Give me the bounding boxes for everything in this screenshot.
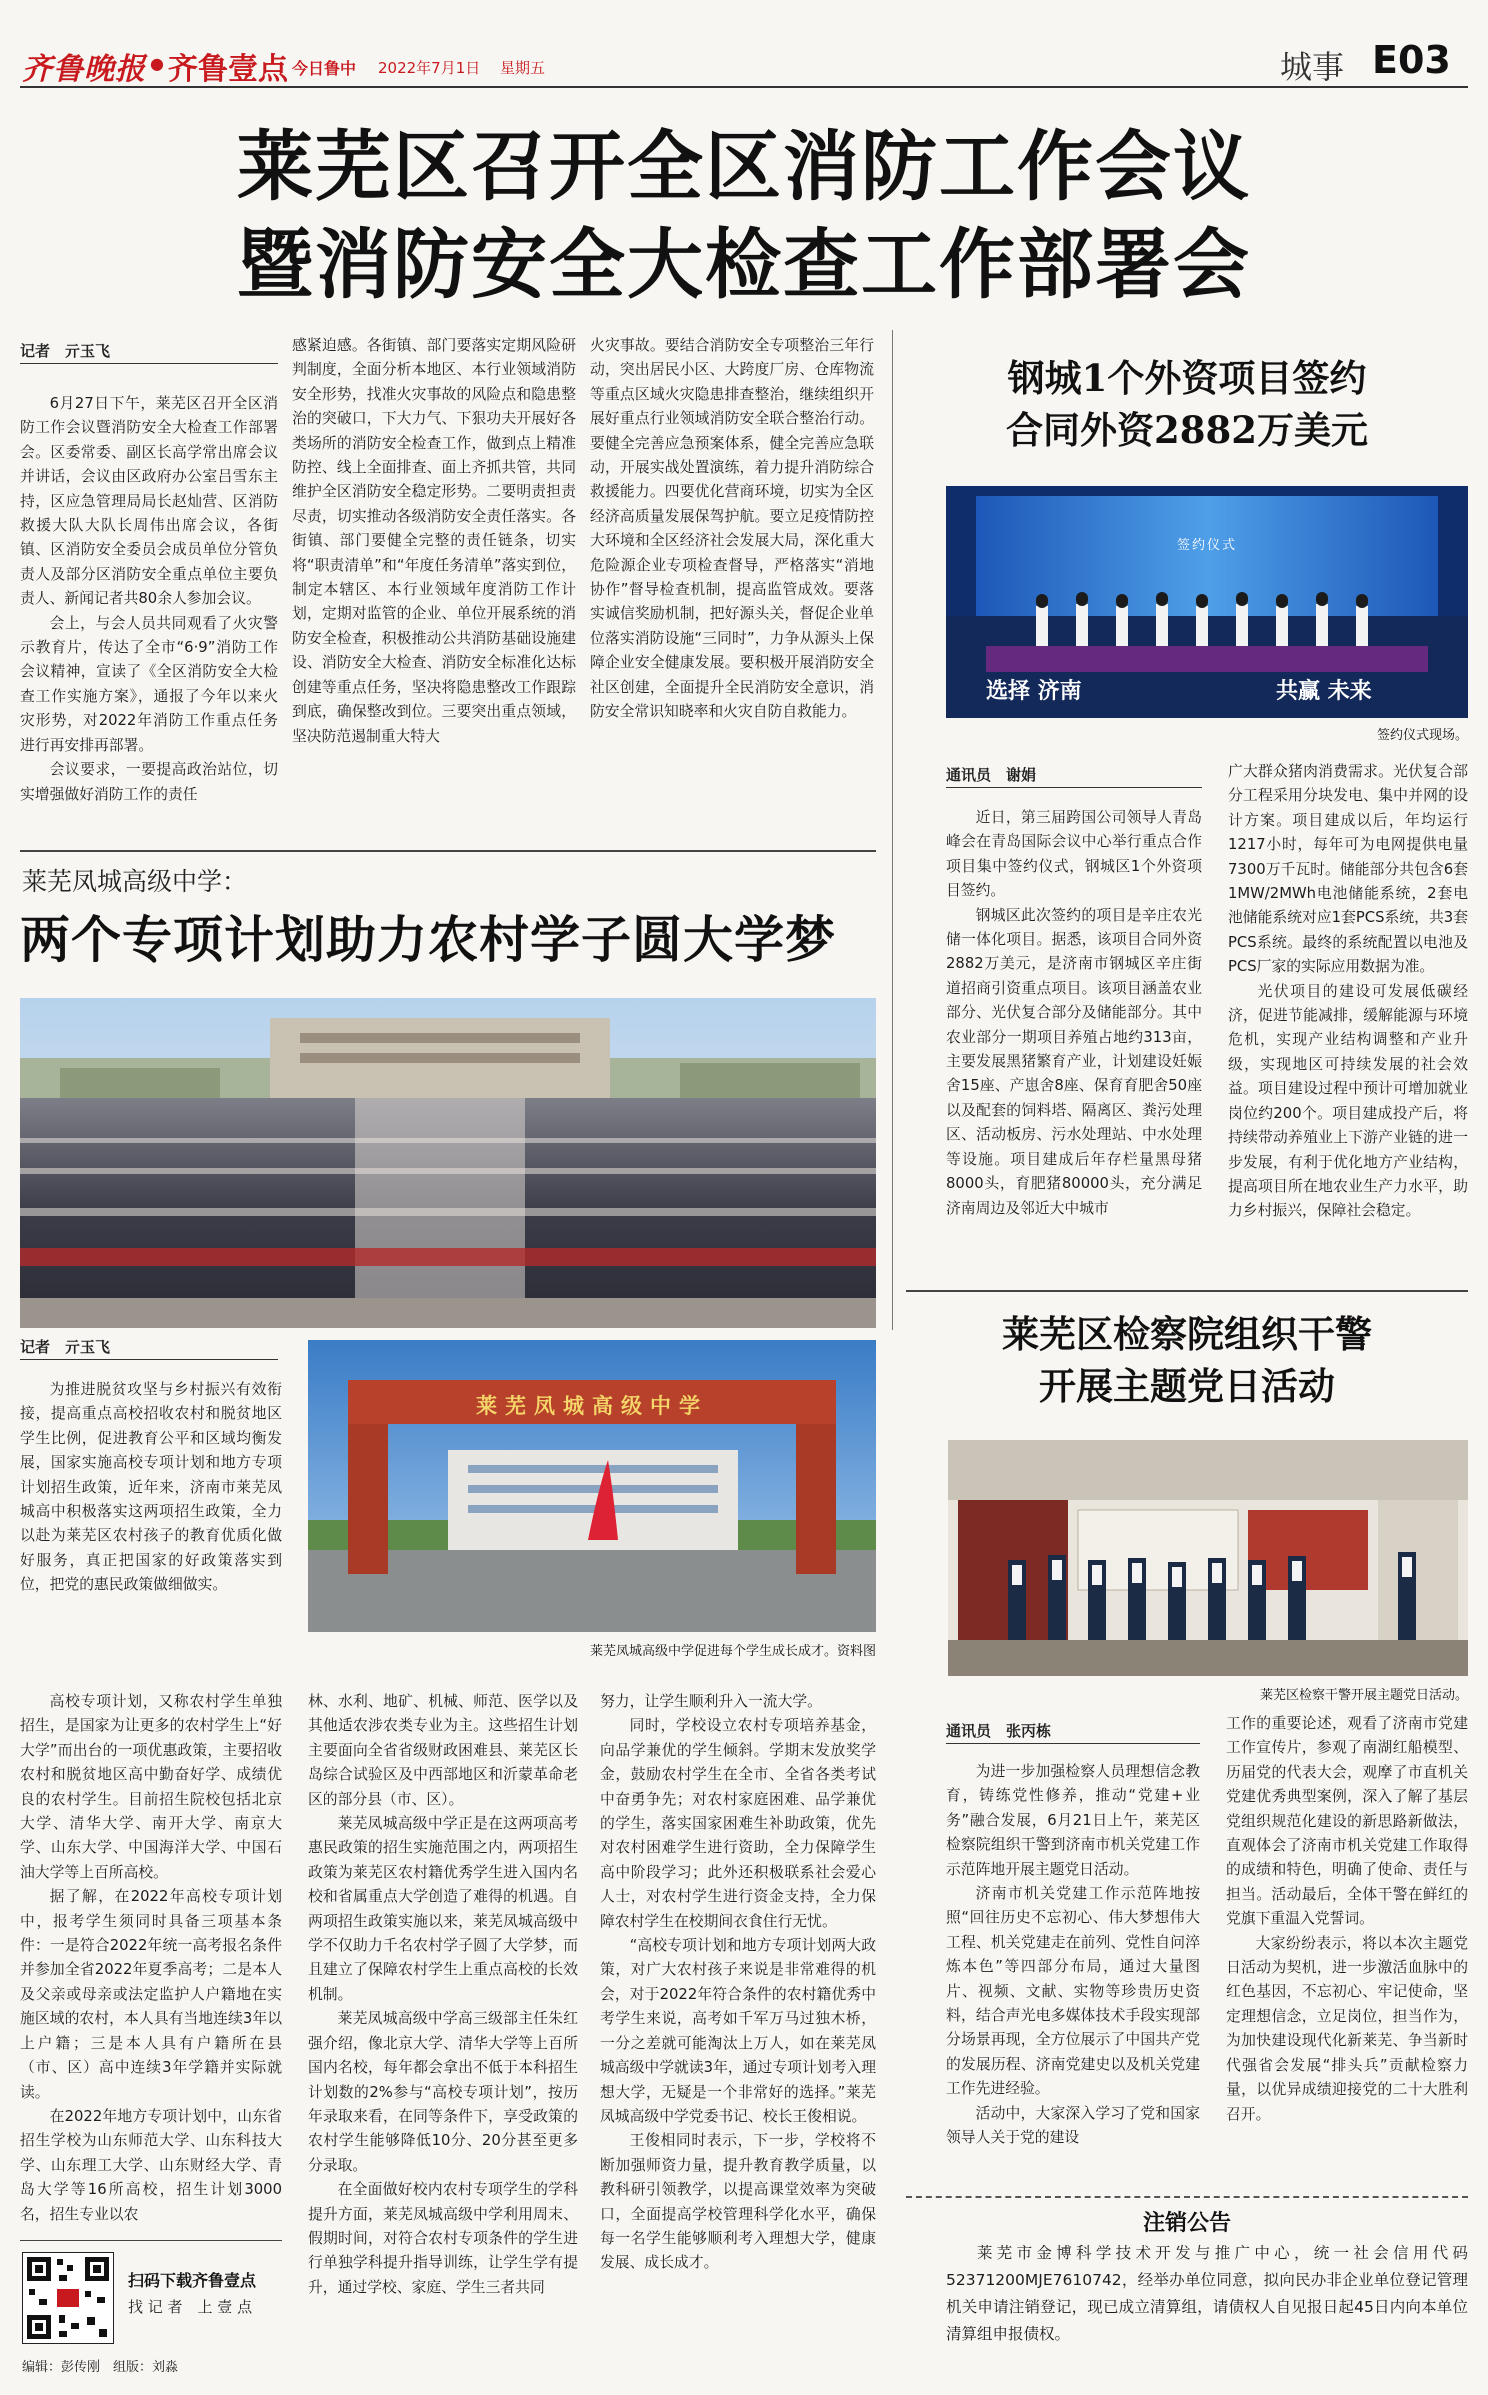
article1-col1 [20, 392, 278, 852]
article1-col3 [590, 334, 874, 834]
article3-photo-caption: 签约仪式现场。 [1376, 728, 1468, 743]
slogan-left: 选择 济南 [986, 679, 1082, 704]
article2-paragraph: 在全面做好校内农村专项学生的学科提升方面，莱芜凤城高级中学利用周末、假期时间，对符合农村专项条件的学生进行单独学科提升指导训练，让学生学有提升，通过学校、家庭、学生三者共同 [308, 2181, 578, 2296]
article1-title-line2: 暨消防安全大检查工作部署会 [237, 220, 1251, 309]
article1-paragraph: 火灾事故。要结合消防安全专项整治三年行动，突出居民小区、大跨度厂房、仓库物流等重点区域火灾隐患排查整治，继续组织开展好重点行业领域消防安全联合整治行动。要健全完善应急预案体系，健全完善应急联动，开展实战处置演练，着力提升消防综合救援能力。四要优化营商环境，切实为全区经济高质量发展保驾护航。要立足疫情防控大环境和全区经济社会发展大局，深化重大危险源企业专项检查督导，严格落实“消地协作”督导检查机制，提高监管成效。要落实诚信奖励机制，把好源头关，督促企业单位落实消防设施“三同时”，力争从源头上保障企业安全健康发展。要积极开展消防安全社区创建，全面提升全民消防安全意识，消防安全常识知晓率和火灾自防自救能力。 [590, 337, 874, 721]
article1-divider [20, 850, 876, 852]
column-divider [892, 330, 893, 1330]
article3-col1 [946, 806, 1202, 1366]
gate-sign-text: 莱芜凤城高级中学 [476, 1394, 708, 1418]
article2-photo-students [20, 998, 876, 1328]
article2-paragraph: 高校专项计划，又称农村学生单独招生，是国家为让更多的农村学生上“好大学”而出台的一项优惠政策，主要招收农村和脱贫地区高中勤奋好学、成绩优良的农村学生。目前招生院校包括北京大学、清华大学、南开大学、南京大学、山东大学、中国海洋大学、中国石油大学等上百所高校。 [20, 1693, 282, 1881]
article1-byline: 记者 亓玉飞 [20, 340, 278, 364]
article1-title-line1: 莱芜区召开全区消防工作会议 [237, 122, 1251, 211]
article4-paragraph: 为进一步加强检察人员理想信念教育，铸练党性修养，推动“党建+业务”融合发展，6月21日上午，莱芜区检察院组织干警到济南市机关党建工作示范阵地开展主题党日活动。 [946, 1763, 1200, 1878]
edition-label: 今日鲁中 [292, 59, 357, 78]
article2-col1a [20, 1378, 282, 1688]
article3-title [906, 352, 1468, 456]
article4-byline: 通讯员 张丙栋 [946, 1720, 1200, 1744]
article1-title [20, 118, 1468, 314]
article3-title-line2: 合同外资2882万美元 [1006, 408, 1368, 452]
paper-name: 齐鲁晚报 [22, 52, 146, 87]
article2-paragraph: 莱芜凤城高级中学高三级部主任朱红强介绍，像北京大学、清华大学等上百所国内名校，每年都会拿出不低于本科招生计划数的2%参与“高校专项计划”，按历年录取来看，在同等条件下，享受政策的农村学生能够降低10分、20分甚至更多分录取。 [308, 2010, 578, 2174]
article4-paragraph: 活动中，大家深入学习了党和国家领导人关于党的建设 [946, 2104, 1200, 2147]
article2-col2 [308, 1690, 578, 2360]
article3-paragraph: 近日，第三届跨国公司领导人青岛峰会在青岛国际会议中心举行重点合作项目集中签约仪式，钢城区1个外资项目签约。 [946, 809, 1202, 900]
article2-col1b [20, 1690, 282, 2223]
article4-col2 [1226, 1712, 1468, 2192]
article4-photo-caption: 莱芜区检察干警开展主题党日活动。 [1259, 1688, 1468, 1703]
article2-title: 两个专项计划助力农村学子圆大学梦 [20, 911, 836, 969]
qr-code-icon[interactable] [22, 2252, 114, 2344]
article1-col2 [292, 334, 576, 834]
article2-paragraph: 莱芜凤城高级中学正是在这两项高考惠民政策的招生实施范围之内，两项招生政策为莱芜区农村籍优秀学生进入国内名校和省属重点大学创造了难得的机遇。自两项招生政策实施以来，莱芜凤城高级中学不仅助力千名农村学子圆了大学梦，而且建立了保障农村学生上重点高校的长效机制。 [308, 1815, 578, 2003]
article3-paragraph: 钢城区此次签约的项目是辛庄农光储一体化项目。据悉，该项目合同外资2882万美元，是济南市钢城区辛庄街道招商引资重点项目。该项目涵盖农业部分、光伏复合部分及储能部分。其中农业部分一期项目养殖占地约313亩，主要发展黑猪繁育产业，计划建设妊娠舍15座、产崽舍8座、保育育肥舍50座以及配套的饲料塔、隔离区、粪污处理区、活动板房、污水处理站、中水处理等设施。项目建成后年存栏量黑母猪8000头，育肥猪80000头，充分满足济南周边及邻近大中城市 [946, 906, 1202, 1217]
article1-paragraph: 会议要求，一要提高政治站位，切实增强做好消防工作的责任 [20, 761, 278, 803]
article2-paragraph: 林、水利、地矿、机械、师范、医学以及其他适农涉农类专业为主。这些招生计划主要面向全省省级财政困难县、莱芜区长岛综合试验区及中西部地区和沂蒙革命老区的部分县（市、区）。 [308, 1693, 578, 1808]
notice-paragraph: 莱芜市金博科学技术开发与推广中心，统一社会信用代码52371200MJE7610742，经举办单位同意，拟向民办非企业单位登记管理机关申请注销登记，现已成立清算组，请债权人自见报日起45日内向本单位清算组申报债权。 [946, 2244, 1468, 2343]
page-number: E03 [1372, 38, 1451, 82]
article4-paragraph: 工作的重要论述，观看了济南市党建工作宣传片，参观了南湖红船模型、历届党的代表大会，观摩了市直机关党建优秀典型案例，深入了解了基层党组织规范化建设的新思路新做法，直观体会了济南市机关党建工作取得的成绩和特色，明确了使命、责任与担当。活动最后，全体干警在鲜红的党旗下重温入党誓词。 [1226, 1715, 1468, 1928]
article2-photo-caption: 莱芜凤城高级中学促进每个学生成长成才。资料图 [589, 1644, 876, 1659]
article3-paragraph: 广大群众猪肉消费需求。光伏复合部分工程采用分块发电、集中并网的设计方案。项目建成以后，年均运行1217小时，每年可为电网提供电量7300万千瓦时。储能部分共包含6套1MW/2MWh电池储能系统，2套电池储能系统对应1套PCS系统，共3套PCS系统。最终的系统配置以电池及PCS厂家的实际应用数据为准。 [1228, 763, 1468, 976]
article2-photo-gate [308, 1340, 876, 1632]
issue-date: 2022年7月1日 [378, 59, 481, 77]
article4-paragraph: 济南市机关党建工作示范阵地按照“回往历史不忘初心、伟大梦想伟大工程、机关党建走在前列、党性自问淬炼本色”等四部分布局，通过大量图片、视频、文献、实物等珍贵历史资料，结合声光电多媒体技术手段实现部分场景再现，全方位展示了中国共产党的发展历程、济南党建史以及机关党建工作先进经验。 [946, 1885, 1200, 2098]
article3-divider [906, 1290, 1468, 1292]
qr-code-graphic [23, 2253, 113, 2343]
signing-banner-text: 签约仪式 [1176, 538, 1237, 553]
masthead [0, 0, 1488, 96]
notice-divider [906, 2196, 1468, 2198]
article3-byline: 通讯员 谢娟 [946, 764, 1202, 788]
article2-paragraph: 同时，学校设立农村专项培养基金，向品学兼优的学生倾斜。学期末发放奖学金，鼓励农村学生在全市、全省各类考试中奋勇争先；对农村家庭困难、品学兼优的学生，落实国家困难生补助政策，优先对农村困难学生进行资助，全力保障学生高中阶段学习；此外还积极联系社会爱心人士，对农村学生进行资金支持，全力保障农村学生在校期间衣食住行无忧。 [600, 1717, 876, 1930]
school-gate-illustration [308, 1340, 876, 1632]
brand-dot-icon: ● [150, 54, 164, 73]
footer-rule [20, 2240, 282, 2241]
slogan-right: 共赢 未来 [1276, 679, 1372, 704]
article3-paragraph: 光伏项目的建设可发展低碳经济，促进节能减排，缓解能源与环境危机，实现产业结构调整和产业升级，实现地区可持续发展的社会效益。项目建设过程中预计可增加就业岗位约200个。项目建成投产后，将持续带动养殖业上下游产业链的进一步发展，有利于优化地方产业结构，提高项目所在地农业生产力水平，助力乡村振兴，保障社会稳定。 [1228, 982, 1468, 1220]
article3-title-line1: 钢城1个外资项目签约 [1007, 356, 1367, 400]
article2-paragraph: 王俊相同时表示，下一步，学校将不断加强师资力量，提升教育教学质量，以教科研引领教学，以提高课堂效率为突破口，全面提高学校管理科学化水平，确保每一名学生能够顺利考入理想大学，健康发展、成长成才。 [600, 2132, 876, 2272]
qr-sublabel: 找 记 者 上 壹 点 [128, 2298, 253, 2316]
article3-col2 [1228, 760, 1468, 1370]
article4-title-line1: 莱芜区检察院组织干警 [1002, 1312, 1372, 1356]
article2-byline: 记者 亓玉飞 [20, 1336, 278, 1360]
article1-paragraph: 6月27日下午，莱芜区召开全区消防工作会议暨消防安全大检查工作部署会。区委常委、副区长高学常出席会议并讲话，会议由区政府办公室吕雪东主持，区应急管理局局长赵灿营、区消防救援大队大队长周伟出席会议，各街镇、区消防安全委员会成员单位分管负责人及部分区消防安全重点单位主要负责人、新闻记者共80余人参加会议。 [20, 395, 278, 608]
article1-paragraph: 会上，与会人员共同观看了火灾警示教育片，传达了全市“6·9”消防工作会议精神，宣读了《全区消防安全大检查工作实施方案》，通报了今年以来火灾形势，对2022年消防工作重点任务进行再安排再部署。 [20, 614, 278, 754]
article4-paragraph: 大家纷纷表示，将以本次主题党日活动为契机，进一步激活血脉中的红色基因，不忘初心、牢记使命，坚定理想信念，立足岗位，担当作为，为加快建设现代化新莱芜、争当新时代强省会发展“排头兵”贡献检察力量，以优异成绩迎接党的二十大胜利召开。 [1226, 1934, 1468, 2123]
article2-paragraph: 努力，让学生顺利升入一流大学。 [600, 1693, 822, 1710]
article2-paragraph: 为推进脱贫攻坚与乡村振兴有效衔接，提高重点高校招收农村和脱贫地区学生比例，促进教育公平和区域均衡发展，国家实施高校专项计划和地方专项计划招生政策，近年来，济南市莱芜凤城高中积极落实这两项招生政策，全力以赴为莱芜区农村孩子的教育优质化做好服务，真正把国家的好政策落实到位，把党的惠民政策做细做实。 [20, 1381, 282, 1594]
article2-paragraph: “高校专项计划和地方专项计划两大政策，对广大农村孩子来说是非常难得的机会，对于2022年符合条件的农村籍优秀中考学生来说，高考如千军万马过独木桥，一分之差就可能淘汰上万人，如在莱芜凤城高级中学就读3年，通过专项计划考入理想大学，无疑是一个非常好的选择。”莱芜凤城高级中学党委书记、校长王俊相说。 [600, 1937, 876, 2125]
article1-paragraph: 感紧迫感。各街镇、部门要落实定期风险研判制度，全面分析本地区、本行业领域消防安全形势，找准火灾事故的风险点和隐患整治的突破口，下大力气、下狠功夫开展好各类场所的消防安全检查工作，做到点上精准防控、线上全面排查、面上齐抓共管，共同维护全区消防安全稳定形势。二要明责担责尽责，切实推动各级消防安全责任落实。各街镇、部门要健全完整的责任链条，切实将“职责清单”和“年度任务清单”落实到位，制定本辖区、本行业领域年度消防工作计划，定期对监管的企业、单位开展系统的消防安全检查，积极推动公共消防基础设施建设、消防安全大检查、消防安全标准化达标创建等重点任务，坚决将隐患整改工作跟踪到底，确保整改到位。三要突出重点领域，坚决防范遏制重大特大 [292, 337, 576, 745]
notice-text [946, 2240, 1468, 2390]
article2-col3 [600, 1690, 876, 2360]
masthead-rule [20, 86, 1468, 88]
students-photo-illustration [20, 998, 876, 1328]
party-day-illustration [948, 1440, 1468, 1676]
issue-weekday: 星期五 [500, 59, 546, 77]
article4-title [906, 1308, 1468, 1412]
article2-paragraph: 据了解，在2022年高校专项计划中，报考学生须同时具备三项基本条件：一是符合2022年统一高考报名条件并参加全省2022年夏季高考；二是本人及父亲或母亲或法定监护人户籍地在实施区域的农村，本人具有当地连续3年以上户籍；三是本人具有户籍所在县（市、区）高中连续3年学籍并实际就读。 [20, 1888, 282, 2101]
editor-credit: 编辑：彭传刚 组版：刘淼 [22, 2360, 179, 2375]
article4-photo-party-day [948, 1440, 1468, 1676]
qr-label: 扫码下载齐鲁壹点 [128, 2271, 257, 2290]
article4-col1 [946, 1760, 1200, 2190]
section-name: 城事 [1280, 48, 1345, 86]
notice-title: 注销公告 [1142, 2211, 1231, 2236]
article4-title-line2: 开展主题党日活动 [1039, 1364, 1335, 1408]
article2-kicker: 莱芜凤城高级中学： [22, 867, 248, 896]
article3-photo-signing [946, 486, 1468, 718]
app-name: 齐鲁壹点 [168, 52, 288, 87]
article2-paragraph: 在2022年地方专项计划中，山东省招生学校为山东师范大学、山东科技大学、山东理工大学、山东财经大学、青岛大学等16所高校，招生计划3000名，招生专业以农 [20, 2107, 282, 2223]
